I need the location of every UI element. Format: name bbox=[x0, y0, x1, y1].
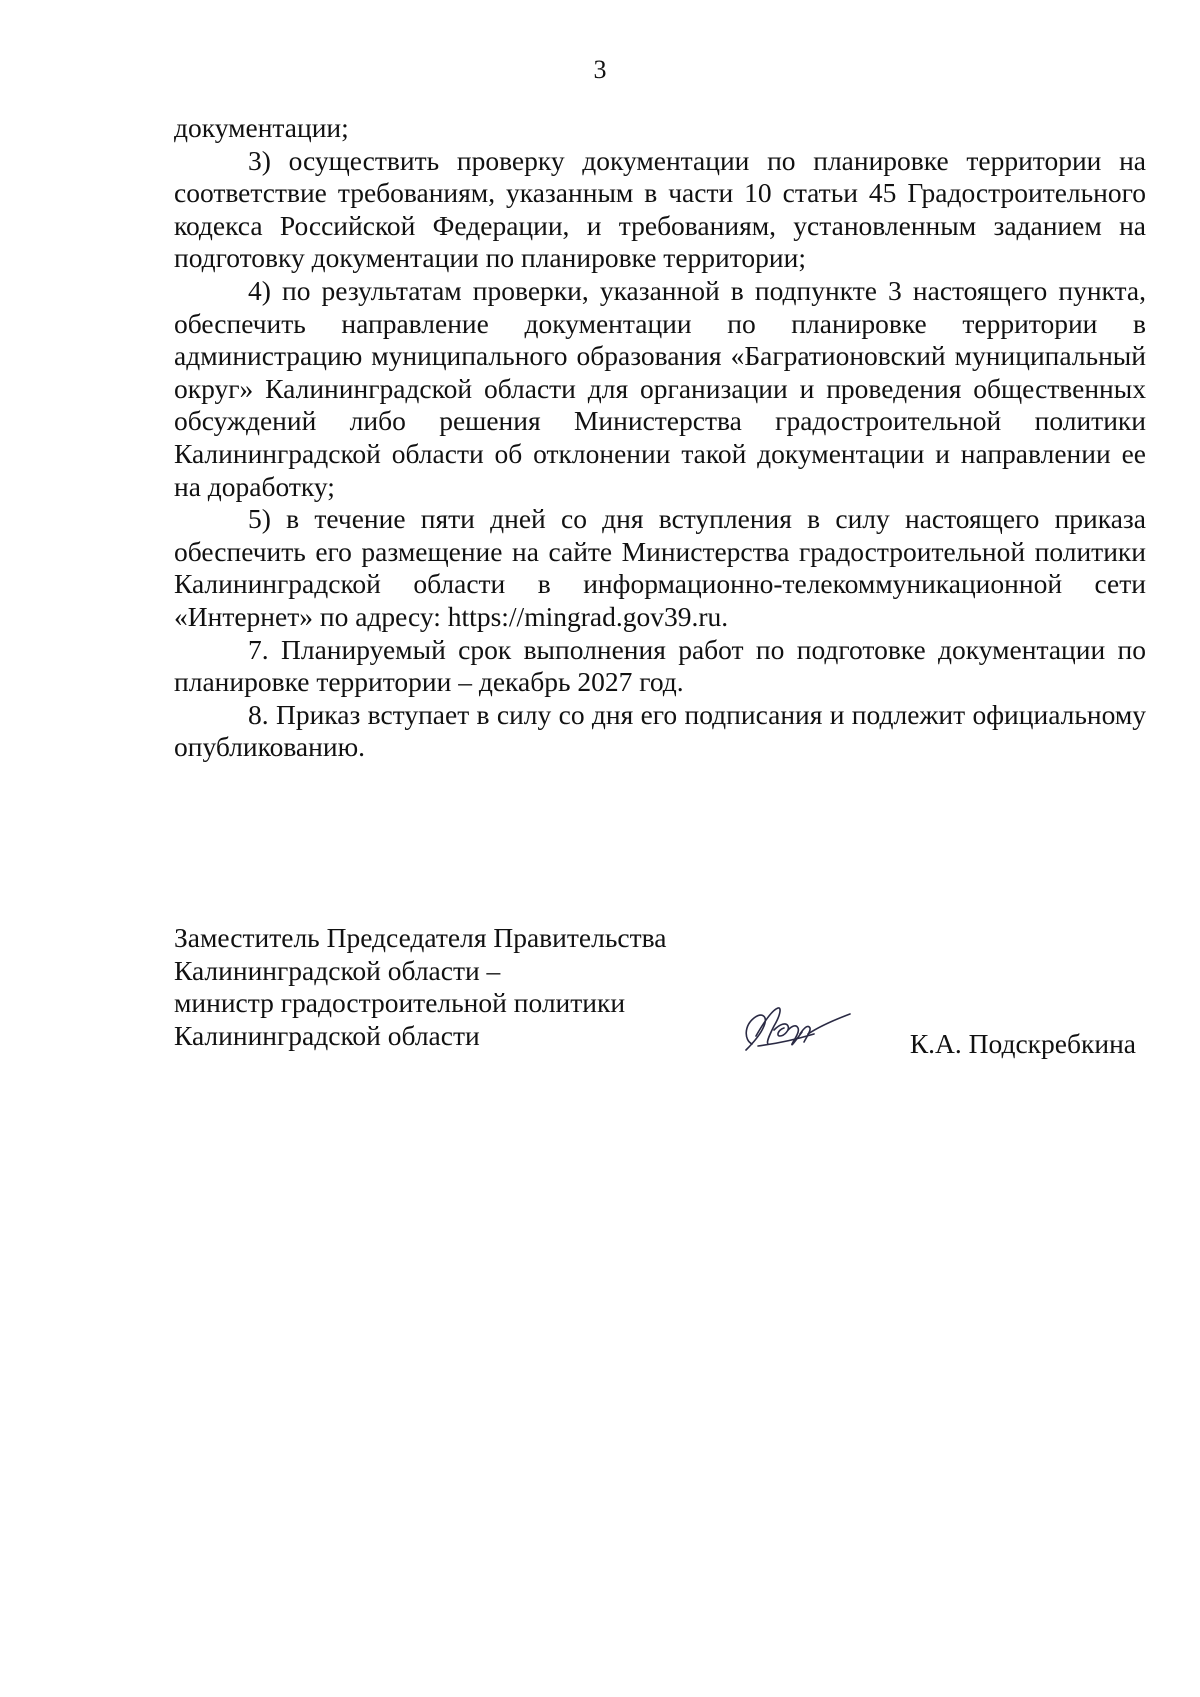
paragraph-item-5: 5) в течение пяти дней со дня вступления в силу настоящего приказа обеспечить его размещение на сайте Министерства градостроительной политики Калининградской области в информационно-телекоммуникационной сети «Интернет» по адресу: https://mingrad.gov39.ru. bbox=[174, 503, 1146, 632]
paragraph-item-4: 4) по результатам проверки, указанной в подпункте 3 настоящего пункта, обеспечить направление документации по планировке территории в администрацию муниципального образования «Багратионовский муниципальный округ» Калининградской области для организации и проведения общественных обсуждений либо решения Министерства градостроительной политики Калининградской области об отклонении такой документации и направлении ее на доработку; bbox=[174, 274, 1146, 502]
signer-title-line: Калининградской области bbox=[174, 1019, 480, 1051]
document-body bbox=[174, 112, 1146, 764]
signer-title-line: Калининградской области – bbox=[174, 954, 501, 986]
signature-block bbox=[174, 922, 1146, 1062]
page-number: 3 bbox=[593, 55, 607, 84]
paragraph-point-7: 7. Планируемый срок выполнения работ по подготовке документации по планировке территории – декабрь 2027 год. bbox=[174, 633, 1146, 698]
paragraph-continuation: документации; bbox=[174, 112, 349, 143]
signer-name: К.А. Подскребкина bbox=[909, 1028, 1136, 1059]
paragraph-item-3: 3) осуществить проверку документации по планировке территории на соответствие требованиям, указанным в части 10 статьи 45 Градостроительного кодекса Российской Федерации, и требованиям, установленным заданием на подготовку документации по планировке территории; bbox=[174, 144, 1146, 274]
paragraph-point-8: 8. Приказ вступает в силу со дня его подписания и подлежит официальному опубликованию. bbox=[174, 698, 1146, 763]
signer-title-line: Заместитель Председателя Правительства bbox=[174, 922, 667, 953]
signer-title-line: министр градостроительной политики bbox=[174, 987, 626, 1019]
handwritten-signature-icon bbox=[734, 1000, 854, 1056]
signer-title bbox=[174, 922, 734, 1052]
